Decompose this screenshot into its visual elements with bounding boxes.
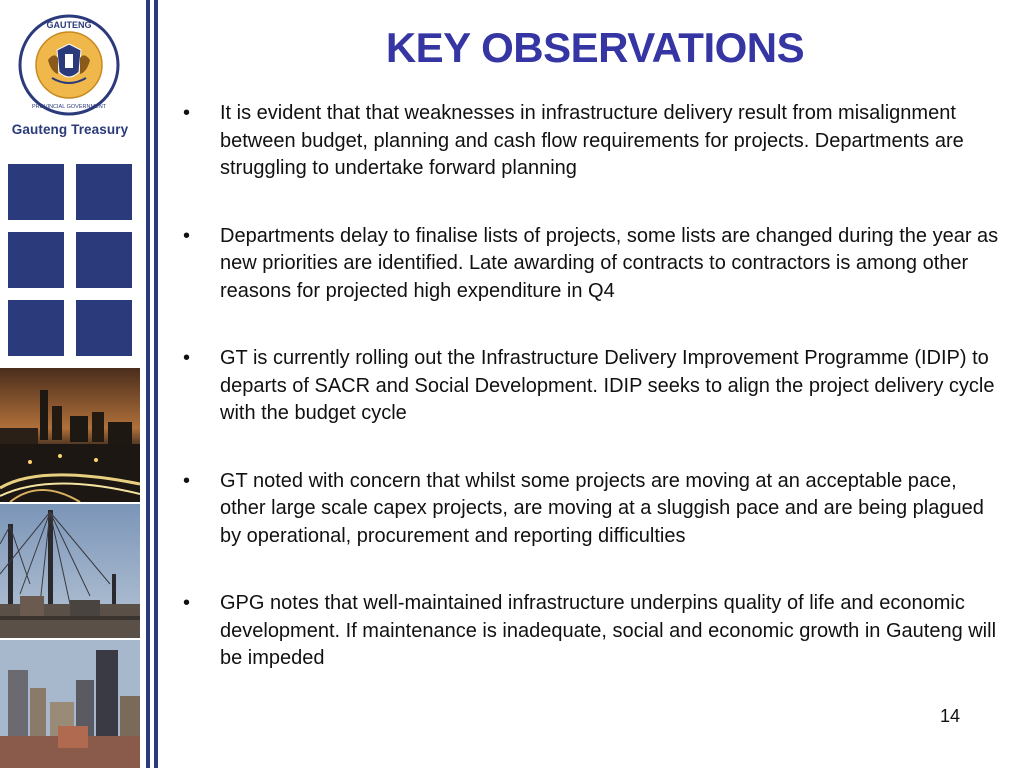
square-tile	[8, 300, 64, 356]
bridge-photo	[0, 504, 140, 638]
bullet-item	[180, 345, 1006, 428]
slide-title: KEY OBSERVATIONS	[385, 24, 805, 71]
square-tile	[76, 232, 132, 288]
bullet-dot: •	[183, 102, 191, 124]
square-tile	[8, 164, 64, 220]
org-name: Gauteng Treasury	[11, 122, 129, 137]
bullet-item	[180, 468, 1006, 551]
bullet-text: Departments delay to finalise lists of projects, some lists are changed during the year as new priorities are identified. Late awarding of contracts to contractors is among other reasons for projected high expenditure in Q4	[220, 224, 999, 302]
bullet-list	[180, 100, 1006, 713]
gauteng-seal-logo	[18, 14, 120, 116]
sidebar	[0, 0, 140, 768]
decorative-squares	[8, 164, 132, 356]
city-night-photo	[0, 368, 140, 502]
bullet-text: It is evident that that weaknesses in infrastructure delivery result from misalignment between budget, planning and cash flow requirements for projects. Departments are struggling to undertake forward planning	[220, 102, 964, 179]
svg-text:PROVINCIAL GOVERNMENT: PROVINCIAL GOVERNMENT	[31, 104, 107, 110]
square-tile	[8, 232, 64, 288]
sidebar-divider	[154, 0, 158, 768]
bullet-dot: •	[183, 469, 191, 492]
bullet-item	[180, 590, 1006, 673]
city-day-photo	[0, 640, 140, 768]
bullet-item	[180, 100, 1006, 183]
bullet-dot: •	[183, 347, 191, 369]
square-tile	[76, 300, 132, 356]
bullet-dot: •	[183, 592, 191, 614]
square-tile	[76, 164, 132, 220]
bullet-text: GT is currently rolling out the Infrastructure Delivery Improvement Programme (IDIP) to departs of SACR and Social Development. IDIP seeks to align the project delivery cycle with the budget cycle	[220, 347, 995, 424]
svg-text:GAUTENG: GAUTENG	[46, 20, 92, 30]
bullet-text: GT noted with concern that whilst some projects are moving at an acceptable pace, other large scale capex projects, are moving at a sluggish pace and are being plagued by operational, procurement and reporting difficulties	[220, 469, 984, 547]
page-number: 14	[939, 706, 961, 726]
bullet-text: GPG notes that well-maintained infrastructure underpins quality of life and economic development. If maintenance is inadequate, social and economic growth in Gauteng will be impeded	[220, 592, 997, 669]
bullet-item	[180, 223, 1006, 306]
bullet-dot: •	[183, 224, 191, 247]
